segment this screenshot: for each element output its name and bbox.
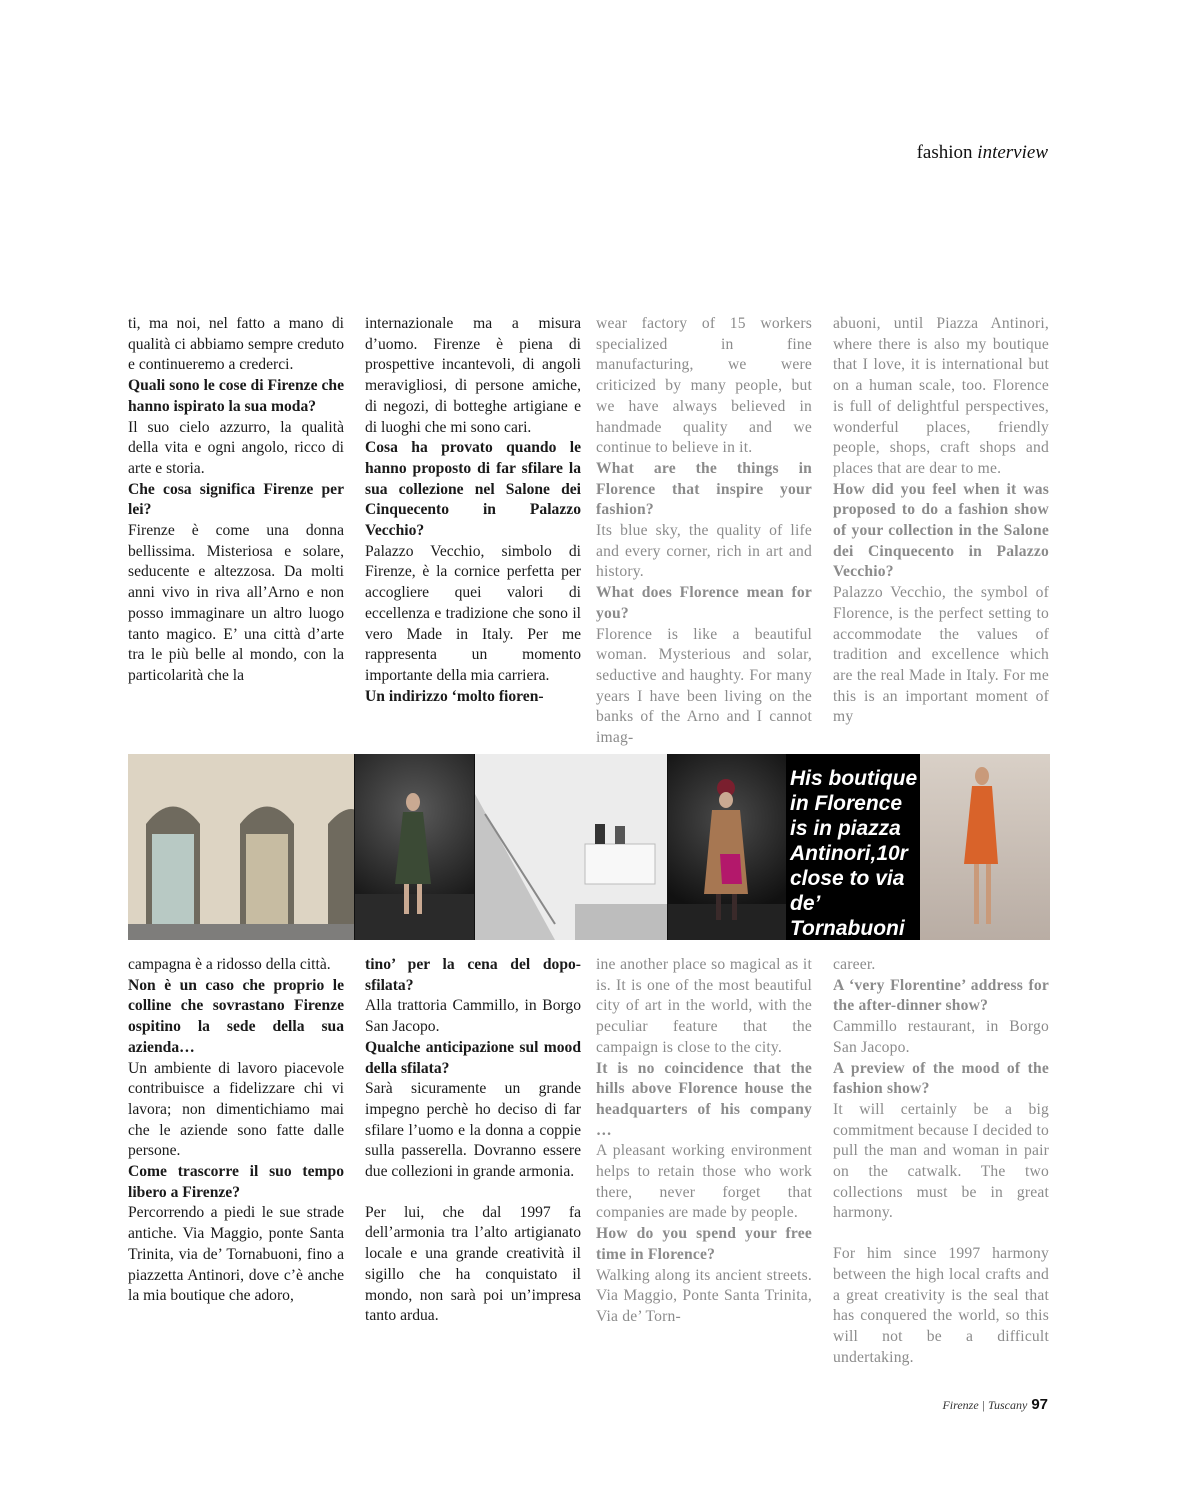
photo-strip [128, 754, 1050, 940]
interview-question: Che cosa significa Firenze per lei? [128, 480, 344, 519]
interview-question: What are the things in Florence that inspire your fashion? [596, 459, 812, 519]
boutique-storefront-photo [128, 754, 354, 940]
interview-answer: career. [833, 956, 876, 973]
interview-question: It is no coincidence that the hills above Florence house the headquarters of his company … [596, 1059, 812, 1139]
italian-column-2-top [365, 314, 581, 746]
section-label-italic: interview [977, 142, 1048, 163]
interview-question: Un indirizzo ‘molto fioren- [365, 687, 544, 705]
runway-photo-camel-coat [668, 754, 786, 940]
interview-question: Come trascorre il suo tempo libero a Firenze? [128, 1163, 344, 1201]
interview-answer: ti, ma noi, nel fatto a mano di qualità ci abbiamo sempre creduto e continueremo a crederci. [128, 315, 344, 374]
model-silhouette [355, 754, 474, 940]
italian-column-1-bottom [128, 955, 344, 1370]
italian-column-1-top [128, 314, 344, 746]
page-number: 97 [1031, 1396, 1048, 1413]
interview-question: A ‘very Florentine’ address for the after-dinner show? [833, 976, 1049, 1015]
interview-answer: A pleasant working environment helps to retain those who work there, never forget that companies are made by people. [596, 1142, 812, 1222]
interview-answer: abuoni, until Piazza Antinori, where there is also my boutique that I love, it is international but on a human scale, too. Florence is full of delightful perspectives, wonderful places, friendly people, shops, craft shops and places that are dear to me. [833, 315, 1049, 477]
section-label: fashion [916, 142, 973, 163]
interview-answer: internazionale ma a misura d’uomo. Firenze è piena di prospettive incantevoli, di angoli meravigliosi, di persone amiche, di negozi, di botteghe artigiane e di luoghi che mi sono cari. [365, 315, 581, 436]
storefront-illustration [128, 754, 354, 940]
interview-answer: Il suo cielo azzurro, la qualità della vita e ogni angolo, ricco di arte e storia. [128, 418, 344, 477]
interview-answer: It will certainly be a big commitment because I decided to pull the man and woman in pair on the catwalk. The two collections must be in great harmony. [833, 1100, 1049, 1222]
section-header [917, 142, 1048, 164]
interview-answer: Its blue sky, the quality of life and every corner, rich in art and history. [596, 522, 812, 581]
runway-photo-dark-dress [355, 754, 474, 940]
paragraph-spacer [365, 1183, 581, 1203]
interview-answer: Alla trattoria Cammillo, in Borgo San Jacopo. [365, 997, 581, 1036]
interview-answer: Florence is like a beautiful woman. Mysterious and solar, seductive and haughty. For many years I have been living on the banks of the Arno and I cannot imag- [596, 625, 812, 746]
interview-question: Non è un caso che proprio le colline che sovrastano Firenze ospitino la sede della sua azienda… [128, 976, 344, 1056]
model-silhouette-orange [920, 754, 1050, 940]
interview-answer: Palazzo Vecchio, simbolo di Firenze, è la cornice perfetta per accogliere quei valori di eccellenza e tradizione che sono il vero Made in Italy. Per me rappresenta un momento importante della mia carriera. [365, 542, 581, 684]
english-column-1-top [596, 314, 812, 746]
interview-answer: For him since 1997 harmony between the high local crafts and a great creativity is the seal that has conquered the world, so this will not be a difficult undertaking. [833, 1245, 1049, 1366]
interior-illustration [475, 754, 667, 940]
interview-question: Qualche anticipazione sul mood della sfilata? [365, 1038, 581, 1077]
runway-photo-orange-dress [920, 754, 1050, 940]
interview-question: How did you feel when it was proposed to do a fashion show of your collection in the Salone dei Cinquecento in Palazzo Vecchio? [833, 480, 1049, 581]
interview-answer: Walking along its ancient streets. Via Maggio, Ponte Santa Trinita, Via de’ Torn- [596, 1266, 812, 1325]
page-footer [942, 1396, 1048, 1413]
paragraph-spacer [833, 1224, 1049, 1244]
interview-answer: campagna è a ridosso della città. [128, 956, 331, 973]
english-column-2-top [833, 314, 1049, 746]
boutique-caption: His boutique in Florence is in piazza Antinori,10r close to via de’ Tornabuoni [790, 767, 918, 940]
interview-question: How do you spend your free time in Florence? [596, 1225, 812, 1263]
interview-answer: ine another place so magical as it is. It is one of the most beautiful city of art in the world, with the peculiar feature that the campaign is close to the city. [596, 956, 812, 1056]
interview-answer: Sarà sicuramente un grande impegno perchè ho deciso di far sfilare l’uomo e la donna a coppie sulla passerella. Dovranno essere due collezioni in grande armonia. [365, 1080, 581, 1181]
magazine-name: Firenze | Tuscany [942, 1398, 1028, 1412]
interview-answer: Cammillo restaurant, in Borgo San Jacopo. [833, 1018, 1049, 1056]
interview-answer: Per lui, che dal 1997 fa dell’armonia tra l’alto artigianato locale e una grande creatività il sigillo che ha conquistato il mondo, non sarà poi un’impresa tanto ardua. [365, 1203, 581, 1325]
interview-answer: Palazzo Vecchio, the symbol of Florence, is the perfect setting to accommodate the values of tradition and excellence which are the real Made in Italy. For me this is an important moment of my [833, 584, 1049, 726]
model-silhouette-coat [668, 754, 786, 940]
interview-answer: Percorrendo a piedi le sue strade antiche. Via Maggio, ponte Santa Trinita, via de’ Tornabuoni, fino a piazzetta Antinori, dove c’è anche la mia boutique che adoro, [128, 1204, 344, 1305]
interview-answer: Firenze è come una donna bellissima. Misteriosa e solare, seducente e altezzosa. Da molti anni vivo in riva all’Arno e non posso immaginare un altro luogo tanto magico. E’ una città d’arte tra le più belle al mondo, con la particolarità che la [128, 522, 344, 684]
english-column-1-bottom [596, 955, 812, 1370]
interview-question: tino’ per la cena del dopo-sfilata? [365, 956, 581, 994]
interview-answer: wear factory of 15 workers specialized in fine manufacturing, we were criticized by many people, but we have always believed in handmade quality and we continue to believe in it. [596, 315, 812, 457]
interview-answer: Un ambiente di lavoro piacevole contribuisce a fidelizzare chi vi lavora; non dimentichiamo mai che le aziende sono fatte dalle persone. [128, 1059, 344, 1160]
interview-question: Quali sono le cose di Firenze che hanno ispirato la sua moda? [128, 377, 344, 415]
italian-column-2-bottom [365, 955, 581, 1370]
interview-question: What does Florence mean for you? [596, 584, 812, 622]
english-column-2-bottom [833, 955, 1049, 1370]
interview-question: Cosa ha provato quando le hanno proposto di far sfilare la sua collezione nel Salone dei Cinquecento in Palazzo Vecchio? [365, 439, 581, 540]
interview-question: A preview of the mood of the fashion show? [833, 1059, 1049, 1098]
caption-panel [786, 754, 920, 940]
boutique-interior-photo [475, 754, 667, 940]
